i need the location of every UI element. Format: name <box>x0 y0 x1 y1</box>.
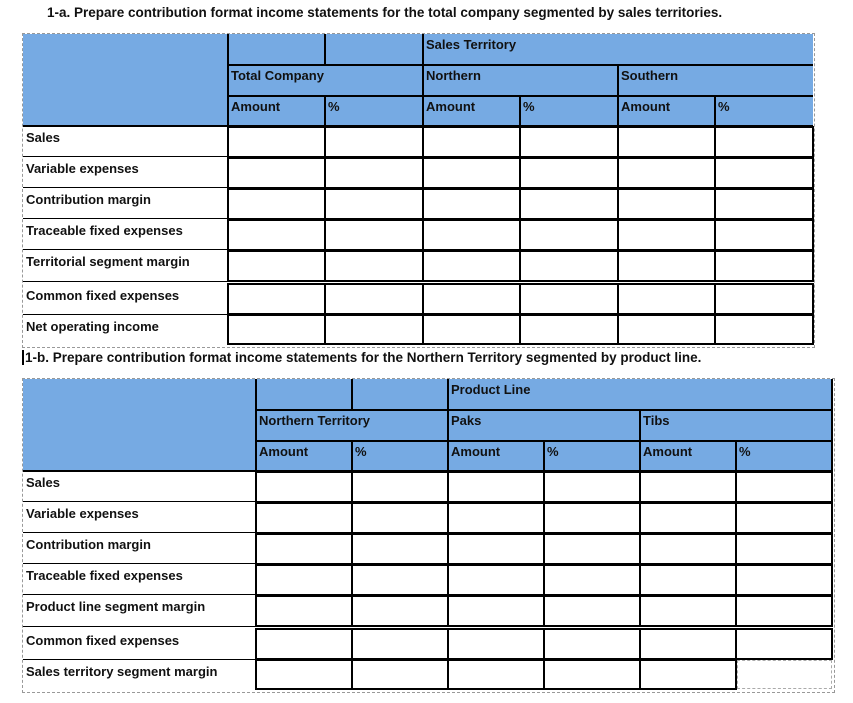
part-a-group-header: Sales Territory <box>423 34 813 65</box>
part-a-sub-amount: Amount <box>228 96 325 126</box>
input-cell[interactable] <box>617 219 716 251</box>
part-b-header-blank-2 <box>352 379 448 410</box>
part-b-sub-amount: Amount <box>448 441 544 471</box>
input-cell[interactable] <box>255 471 353 503</box>
part-b-row-sales-territory-segment-margin: Sales territory segment margin <box>26 664 218 679</box>
input-cell[interactable] <box>639 659 737 690</box>
divider <box>714 96 716 126</box>
input-cell[interactable] <box>735 502 833 534</box>
input-cell[interactable] <box>324 250 424 282</box>
divider <box>422 34 424 126</box>
part-b-row-sales: Sales <box>23 471 256 502</box>
input-cell[interactable] <box>639 471 737 503</box>
input-cell[interactable] <box>422 250 521 282</box>
input-cell[interactable] <box>519 188 619 220</box>
part-b-row-traceable-fixed: Traceable fixed expenses <box>23 564 256 595</box>
input-cell[interactable] <box>227 126 326 158</box>
divider <box>227 34 229 126</box>
divider <box>519 96 521 126</box>
part-b-sub-amount: Amount <box>256 441 352 471</box>
input-cell[interactable] <box>735 564 833 596</box>
divider <box>447 379 449 471</box>
divider <box>256 409 832 411</box>
part-a-col-northern: Northern <box>423 65 618 96</box>
part-b-group-header: Product Line <box>448 379 832 410</box>
input-cell[interactable] <box>617 314 716 345</box>
input-cell[interactable] <box>617 250 716 282</box>
input-cell[interactable] <box>543 564 641 596</box>
input-cell[interactable] <box>351 471 449 503</box>
divider <box>256 440 832 442</box>
part-b-col-northern-territory: Northern Territory <box>256 410 448 441</box>
input-cell[interactable] <box>255 659 353 690</box>
input-cell[interactable] <box>519 283 619 315</box>
input-cell[interactable] <box>447 564 545 596</box>
input-cell[interactable] <box>447 628 545 660</box>
input-cell[interactable] <box>422 314 521 345</box>
input-cell[interactable] <box>617 188 716 220</box>
input-cell[interactable] <box>447 471 545 503</box>
divider <box>228 95 813 97</box>
input-cell[interactable] <box>324 283 424 315</box>
divider <box>324 96 326 126</box>
input-cell[interactable] <box>543 659 641 690</box>
input-cell[interactable] <box>351 533 449 565</box>
input-cell[interactable] <box>639 533 737 565</box>
input-cell[interactable] <box>255 533 353 565</box>
input-cell[interactable] <box>227 157 326 189</box>
part-a-row-contribution-margin: Contribution margin <box>23 188 228 219</box>
input-cell[interactable] <box>617 126 716 158</box>
part-a-row-variable-expenses: Variable expenses <box>23 157 228 188</box>
input-cell[interactable] <box>351 564 449 596</box>
part-a-sub-amount: Amount <box>618 96 715 126</box>
input-cell[interactable] <box>447 533 545 565</box>
part-a-sub-percent: % <box>520 96 618 126</box>
divider <box>831 379 833 471</box>
input-cell[interactable] <box>714 219 814 251</box>
input-cell[interactable] <box>422 283 521 315</box>
part-b-row-label-header <box>23 379 256 471</box>
input-cell[interactable] <box>351 595 449 627</box>
input-cell[interactable] <box>324 219 424 251</box>
input-cell[interactable] <box>255 502 353 534</box>
input-cell[interactable] <box>227 283 326 315</box>
input-cell[interactable] <box>227 314 326 345</box>
input-cell[interactable] <box>543 595 641 627</box>
input-cell[interactable] <box>227 250 326 282</box>
part-b-row-product-line-segment-margin: Product line segment margin <box>23 595 256 627</box>
input-cell[interactable] <box>519 157 619 189</box>
input-cell[interactable] <box>351 502 449 534</box>
divider <box>255 379 257 471</box>
part-a-header-blank-2 <box>325 34 423 65</box>
input-cell[interactable] <box>422 157 521 189</box>
input-cell[interactable] <box>519 126 619 158</box>
input-cell[interactable] <box>735 595 833 627</box>
part-a-sub-percent: % <box>715 96 813 126</box>
part-b-row-variable-expenses: Variable expenses <box>23 502 256 533</box>
part-a-col-total-company: Total Company <box>228 65 423 96</box>
input-cell[interactable] <box>735 471 833 503</box>
input-cell[interactable] <box>714 283 814 315</box>
input-cell[interactable] <box>714 250 814 282</box>
input-cell[interactable] <box>639 628 737 660</box>
part-a-heading: 1-a. Prepare contribution format income statements for the total company segmented by sales territories. <box>47 5 723 20</box>
part-a-sub-amount: Amount <box>423 96 520 126</box>
part-a-row-sales: Sales <box>23 126 228 157</box>
input-cell[interactable] <box>543 628 641 660</box>
part-b-col-tibs: Tibs <box>640 410 832 441</box>
part-a-sub-percent: % <box>325 96 423 126</box>
divider <box>735 441 737 471</box>
input-cell[interactable] <box>639 564 737 596</box>
input-cell[interactable] <box>735 533 833 565</box>
part-a-row-traceable-fixed: Traceable fixed expenses <box>23 219 228 250</box>
part-b-heading: 1-b. Prepare contribution format income statements for the Northern Territory segmented by product line. <box>22 350 701 365</box>
part-b-row-contribution-margin: Contribution margin <box>23 533 256 564</box>
part-a-row-label-header <box>23 34 228 126</box>
input-cell[interactable] <box>543 471 641 503</box>
part-b-header-blank-1 <box>256 379 352 410</box>
input-cell[interactable] <box>351 659 449 690</box>
input-cell[interactable] <box>714 314 814 345</box>
input-cell[interactable] <box>519 314 619 345</box>
input-cell[interactable] <box>351 628 449 660</box>
part-b-sub-percent: % <box>736 441 832 471</box>
input-cell[interactable] <box>519 250 619 282</box>
part-a-header-blank-1 <box>228 34 325 65</box>
input-cell[interactable] <box>519 219 619 251</box>
empty-cell <box>737 660 832 689</box>
input-cell[interactable] <box>735 628 833 660</box>
part-b-sub-percent: % <box>352 441 448 471</box>
input-cell[interactable] <box>422 219 521 251</box>
input-cell[interactable] <box>639 502 737 534</box>
input-cell[interactable] <box>227 188 326 220</box>
input-cell[interactable] <box>422 188 521 220</box>
divider <box>543 441 545 471</box>
input-cell[interactable] <box>255 564 353 596</box>
input-cell[interactable] <box>617 157 716 189</box>
input-cell[interactable] <box>255 628 353 660</box>
divider <box>351 379 353 410</box>
part-b-sub-amount: Amount <box>640 441 736 471</box>
part-a-col-southern: Southern <box>618 65 813 96</box>
divider <box>324 34 326 65</box>
part-a-row-common-fixed: Common fixed expenses <box>23 284 228 315</box>
part-b-col-paks: Paks <box>448 410 640 441</box>
input-cell[interactable] <box>324 188 424 220</box>
part-b-row-common-fixed: Common fixed expenses <box>23 629 256 660</box>
part-a-row-net-operating-income: Net operating income <box>26 319 159 334</box>
part-b-sub-percent: % <box>544 441 640 471</box>
input-cell[interactable] <box>422 126 521 158</box>
input-cell[interactable] <box>714 188 814 220</box>
divider <box>228 64 813 66</box>
input-cell[interactable] <box>447 502 545 534</box>
input-cell[interactable] <box>255 595 353 627</box>
part-a-row-territorial-segment-margin: Territorial segment margin <box>23 250 228 282</box>
input-cell[interactable] <box>227 219 326 251</box>
input-cell[interactable] <box>324 314 424 345</box>
input-cell[interactable] <box>324 126 424 158</box>
input-cell[interactable] <box>447 659 545 690</box>
input-cell[interactable] <box>543 502 641 534</box>
divider <box>351 441 353 471</box>
input-cell[interactable] <box>447 595 545 627</box>
input-cell[interactable] <box>543 533 641 565</box>
input-cell[interactable] <box>714 126 814 158</box>
input-cell[interactable] <box>324 157 424 189</box>
input-cell[interactable] <box>617 283 716 315</box>
input-cell[interactable] <box>639 595 737 627</box>
input-cell[interactable] <box>714 157 814 189</box>
